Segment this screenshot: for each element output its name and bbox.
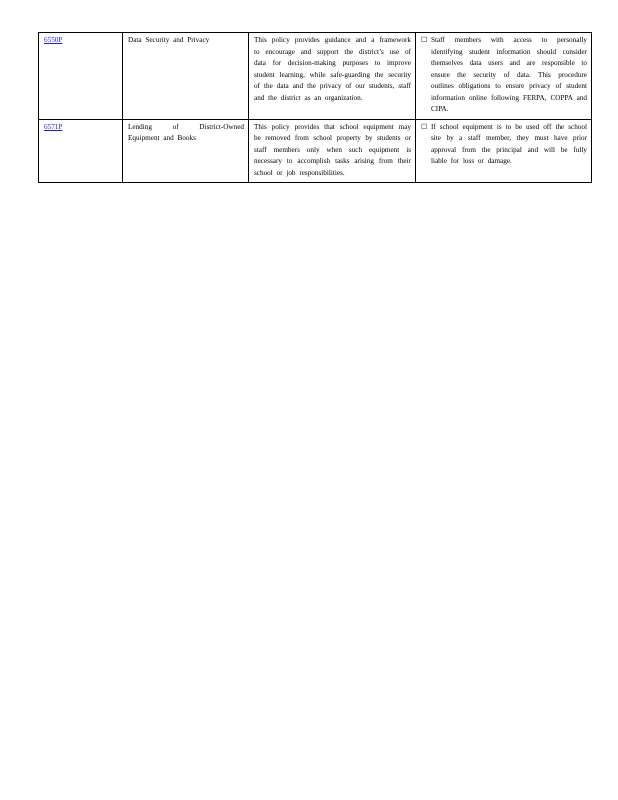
key-point-cell <box>416 119 592 183</box>
key-point-cell <box>416 33 592 120</box>
policy-title: Lending of District-Owned Equipment and Books <box>123 119 249 183</box>
policy-code-link[interactable]: 6550P <box>44 36 63 44</box>
policy-purpose: This policy provides guidance and a framework to encourage and support the district’s use of data for decision-making purposes to improve student learning, while safe-guarding the security of the data and the privacy of our students, staff and the district as an organization. <box>249 33 416 120</box>
checkbox-bullet-icon: ☐ <box>421 122 428 131</box>
key-point-text: Staff members with access to personally identifying student information should consider themselves data users and are responsible to ensure the security of data. This procedure outlines obligations to ensure privacy of student information online following FERPA, COPPA and CIPA. <box>431 36 587 113</box>
policy-code-cell <box>39 119 123 183</box>
checkbox-bullet-icon: ☐ <box>421 36 428 44</box>
policy-title: Data Security and Privacy <box>123 33 249 120</box>
policy-table <box>38 32 592 183</box>
table-row <box>39 33 592 120</box>
policy-purpose: This policy provides that school equipment may be removed from school property by students or staff members only when such equipment is necessary to accomplish tasks arising from their school or job responsibilities. <box>249 119 416 183</box>
policy-code-link[interactable]: 6571P <box>44 122 63 131</box>
table-row <box>39 119 592 183</box>
key-point-text: If school equipment is to be used off the school site by a staff member, they must have prior approval from the principal and will be fully liable for loss or damage. <box>431 122 587 165</box>
policy-code-cell <box>39 33 123 120</box>
